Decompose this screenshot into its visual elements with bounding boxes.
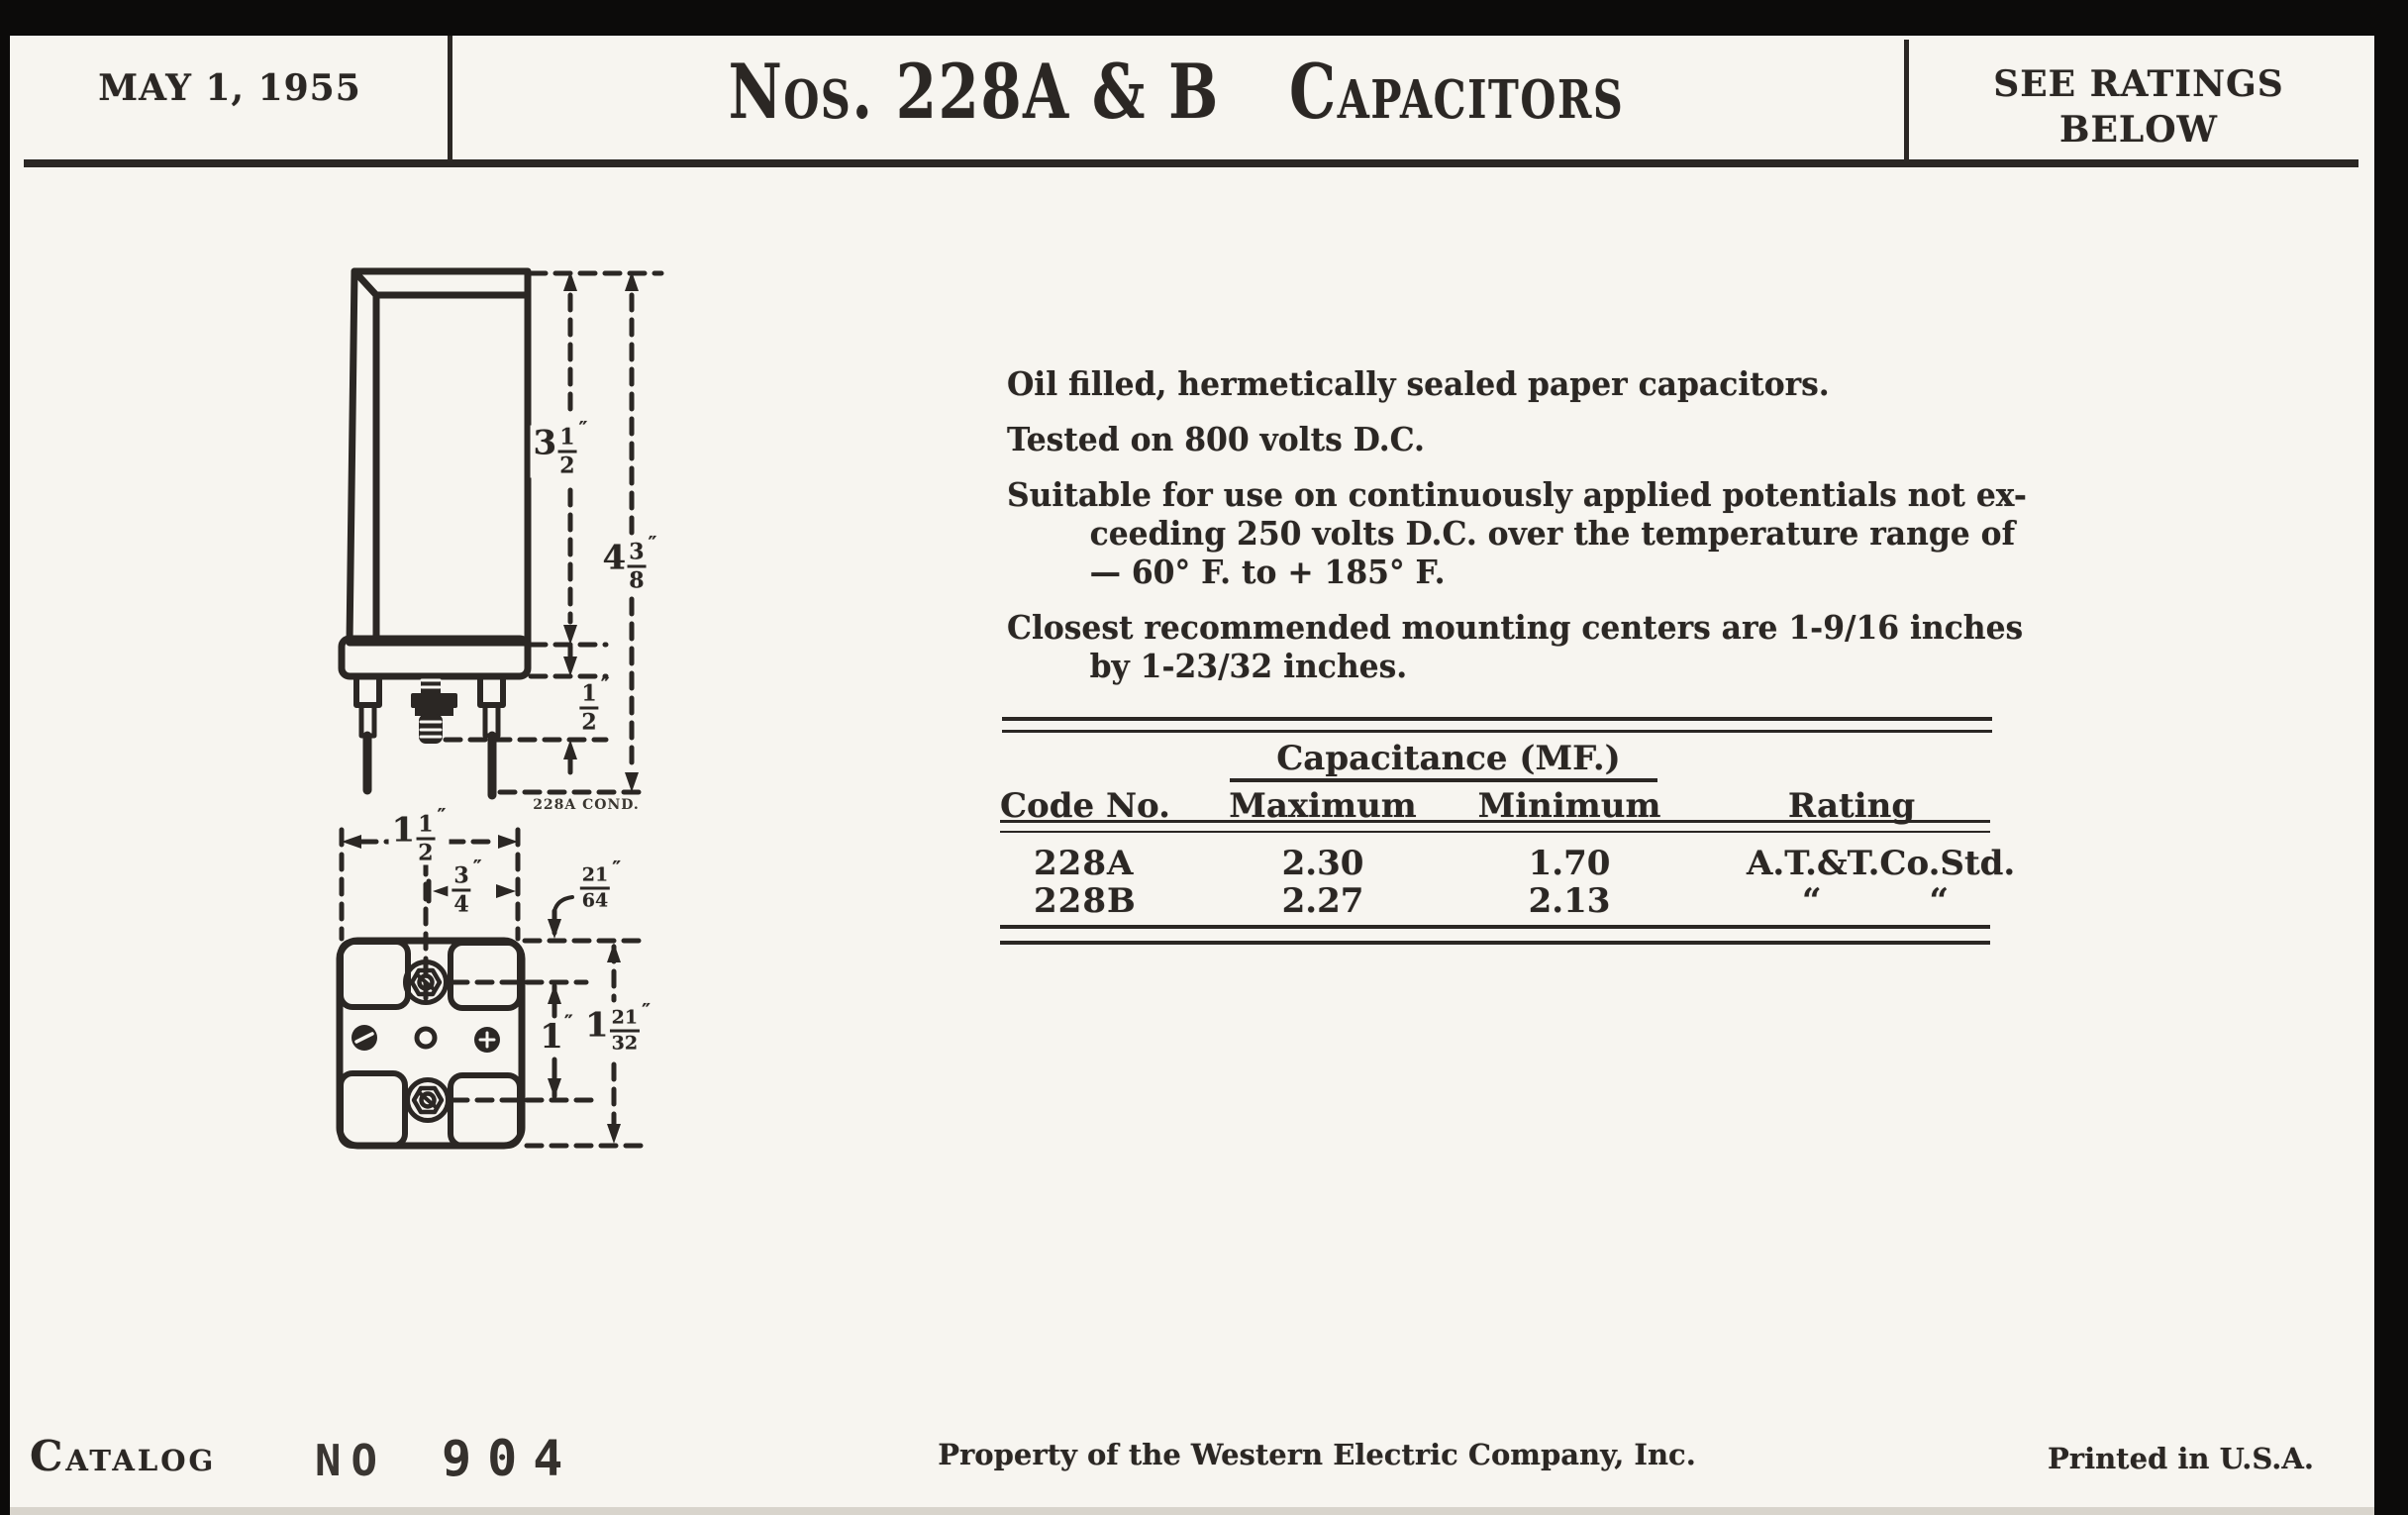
ratings-note: [1904, 61, 2373, 152]
header-bottom-rule: [24, 159, 2358, 167]
dim-fraction: [580, 863, 610, 912]
table-group-underline: [1230, 778, 1657, 782]
dim-half-width: [448, 855, 484, 918]
title-product-name: Capacitors: [1289, 48, 1625, 136]
description-paragraph: [1007, 475, 2027, 591]
inch-mark: ″: [563, 1010, 573, 1034]
dim-fraction: [627, 539, 646, 594]
description-line: Closest recommended mounting centers are 1-9/16 inches: [1007, 608, 2024, 647]
dim-body-height: [531, 416, 591, 479]
ditto-mark: “: [1802, 881, 1822, 921]
description-line: Tested on 800 volts D.C.: [1007, 420, 1425, 458]
table-top-rule: [1002, 717, 1992, 733]
dim-whole: 1: [540, 1017, 563, 1057]
dim-denominator: 64: [581, 889, 609, 912]
dim-numerator: 21: [580, 866, 610, 890]
ratings-table: [998, 711, 2016, 949]
inch-mark: ″: [472, 855, 482, 879]
scan-edge-bottom: [10, 1507, 2374, 1515]
table-row-code: 228B: [1034, 881, 1137, 921]
description-block: [1007, 364, 2027, 702]
description-line: by 1-23/32 inches.: [1089, 647, 1408, 685]
dim-numerator: 1: [579, 683, 598, 710]
catalog-no-label: NO: [315, 1436, 387, 1486]
ditto-mark: “: [1929, 881, 1949, 921]
table-row-code: 228A: [1034, 844, 1135, 883]
dim-whole: 1: [584, 1005, 609, 1046]
column-header-rating: Rating: [1787, 786, 1916, 826]
inch-mark: ″: [578, 416, 588, 441]
description-paragraph: [1007, 420, 1976, 458]
dim-numerator: 1: [557, 427, 576, 454]
dim-denominator: 2: [559, 453, 575, 479]
dim-fraction: [557, 424, 576, 479]
table-row-max: 2.27: [1281, 881, 1364, 921]
dim-numerator: 1: [416, 814, 435, 841]
table-bottom-rule: [1000, 925, 1990, 945]
drawing-linework: [218, 257, 713, 1208]
table-row-rating-ditto: [1747, 881, 1956, 921]
description-line: ceeding 250 volts D.C. over the temperature range of: [1089, 514, 2016, 553]
dim-whole: 4: [602, 538, 627, 578]
table-row-rating: A.T.&T.Co.Std.: [1747, 844, 2016, 883]
dim-fraction: [610, 1006, 640, 1055]
dim-fraction: [579, 680, 598, 736]
dim-terminal-spacing: [537, 1010, 576, 1057]
dim-numerator: 3: [627, 542, 646, 568]
catalog-number: 904: [442, 1430, 579, 1487]
page-title: [448, 48, 1905, 136]
description-line: Suitable for use on continuously applied potentials not ex-: [1007, 475, 2027, 514]
inch-mark: ″: [437, 803, 447, 828]
issue-date: MAY 1, 1955: [98, 67, 361, 109]
dim-overall-height: [600, 531, 660, 594]
dim-whole: 1: [391, 810, 416, 851]
drawing-caption: 228A COND.: [533, 797, 640, 813]
table-row-min: 2.13: [1528, 881, 1611, 921]
column-header-minimum: Minimum: [1477, 786, 1661, 826]
dim-fraction: [452, 862, 470, 918]
dim-whole: 3: [533, 423, 557, 463]
dim-overall-plate-height: [582, 998, 653, 1055]
dim-denominator: 4: [453, 891, 469, 918]
catalog-label: Catalog: [30, 1432, 217, 1480]
dim-denominator: 2: [581, 709, 597, 736]
ratings-note-line2: BELOW: [2059, 109, 2218, 151]
dim-width: [389, 803, 450, 866]
dim-stud-length: [575, 672, 612, 736]
column-header-code: Code No.: [1000, 786, 1170, 826]
table-header-rule: [1000, 820, 1990, 833]
inch-mark: ″: [612, 856, 622, 880]
dim-numerator: 21: [610, 1009, 640, 1033]
description-paragraph: [1007, 364, 1976, 403]
dim-edge-to-center: [576, 856, 624, 912]
inch-mark: ″: [648, 531, 657, 556]
dim-denominator: 32: [611, 1032, 639, 1055]
dim-fraction: [416, 811, 435, 866]
column-header-maximum: Maximum: [1229, 786, 1417, 826]
capacitor-technical-drawing: [218, 257, 713, 1208]
printed-in-usa: Printed in U.S.A.: [2048, 1442, 2314, 1475]
page-title-text: [729, 48, 1625, 136]
table-row-min: 1.70: [1528, 844, 1611, 883]
ratings-note-line1: SEE RATINGS: [1993, 63, 2284, 105]
title-model-numbers: Nos. 228A & B: [728, 48, 1220, 136]
table-row-max: 2.30: [1281, 844, 1364, 883]
table-group-header: Capacitance (MF.): [1276, 739, 1621, 778]
inch-mark: ″: [642, 998, 652, 1023]
description-paragraph: [1007, 608, 2024, 685]
dim-denominator: 2: [418, 840, 434, 866]
description-line: — 60° F. to + 185° F.: [1089, 553, 1446, 591]
property-notice: Property of the Western Electric Company, Inc.: [938, 1438, 1696, 1471]
dim-denominator: 8: [629, 567, 645, 594]
dim-numerator: 3: [452, 865, 470, 892]
description-line: Oil filled, hermetically sealed paper capacitors.: [1007, 364, 1830, 403]
inch-mark: ″: [600, 672, 610, 697]
